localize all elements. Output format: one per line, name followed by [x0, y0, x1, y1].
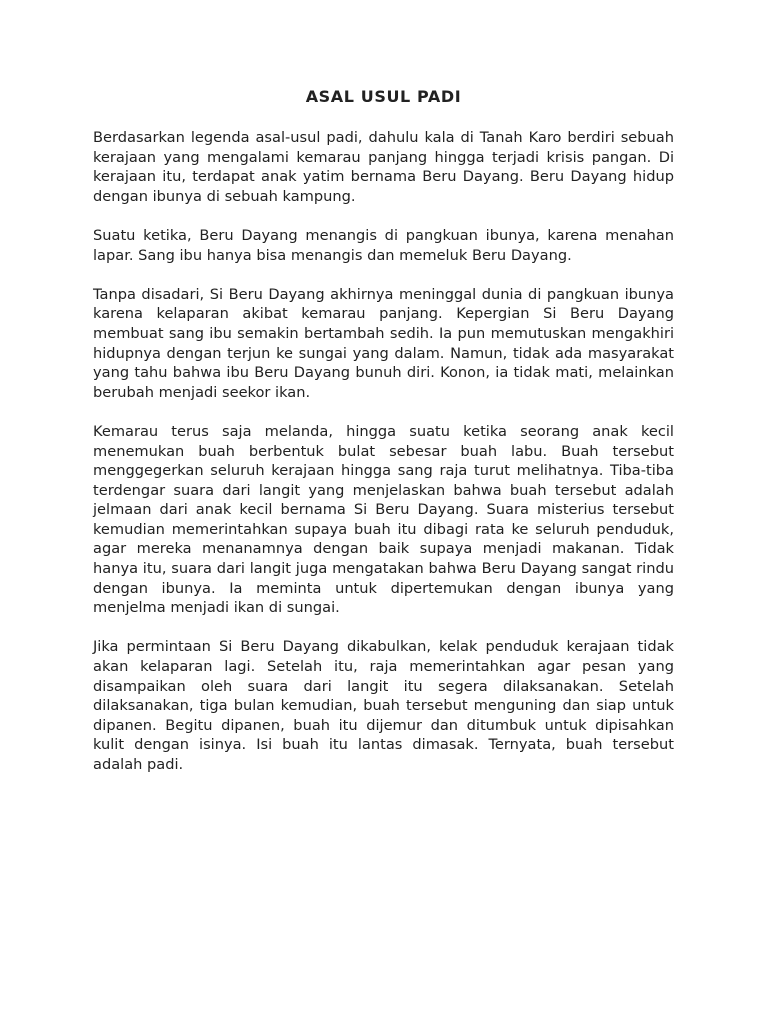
paragraph-2: Suatu ketika, Beru Dayang menangis di pangkuan ibunya, karena menahan lapar. Sang ibu hanya bisa menangis dan memeluk Beru Dayang.: [93, 226, 674, 264]
paragraph-5: Jika permintaan Si Beru Dayang dikabulkan, kelak penduduk kerajaan tidak akan kelaparan lagi. Setelah itu, raja memerintahkan agar pesan yang disampaikan oleh suara dari langit itu segera dilaksanakan. Setelah dilaksanakan, tiga bulan kemudian, buah tersebut menguning dan siap untuk dipanen. Begitu dipanen, buah itu dijemur dan ditumbuk untuk dipisahkan kulit dengan isinya. Isi buah itu lantas dimasak. Ternyata, buah tersebut adalah padi.: [93, 638, 674, 773]
document-title: ASAL USUL PADI: [305, 87, 462, 106]
paragraph-4: Kemarau terus saja melanda, hingga suatu ketika seorang anak kecil menemukan buah berbentuk bulat sebesar buah labu. Buah tersebut menggegerkan seluruh kerajaan hingga sang raja turut melihatnya. Tiba-tiba terdengar suara dari langit yang menjelaskan bahwa buah tersebut adalah jelmaan dari anak kecil bernama Si Beru Dayang. Suara misterius tersebut kemudian memerintahkan supaya buah itu dibagi rata ke seluruh penduduk, agar mereka menanamnya dengan baik supaya menjadi makanan. Tidak hanya itu, suara dari langit juga mengatakan bahwa Beru Dayang sangat rindu dengan ibunya. Ia meminta untuk dipertemukan dengan ibunya yang menjelma menjadi ikan di sungai.: [93, 422, 674, 617]
document-page: [93, 86, 674, 794]
paragraph-1: Berdasarkan legenda asal-usul padi, dahulu kala di Tanah Karo berdiri sebuah kerajaan yang mengalami kemarau panjang hingga terjadi krisis pangan. Di kerajaan itu, terdapat anak yatim bernama Beru Dayang. Beru Dayang hidup dengan ibunya di sebuah kampung.: [93, 129, 674, 205]
paragraph-3: Tanpa disadari, Si Beru Dayang akhirnya meninggal dunia di pangkuan ibunya karena kelaparan akibat kemarau panjang. Kepergian Si Beru Dayang membuat sang ibu semakin bertambah sedih. Ia pun memutuskan mengakhiri hidupnya dengan terjun ke sungai yang dalam. Namun, tidak ada masyarakat yang tahu bahwa ibu Beru Dayang bunuh diri. Konon, ia tidak mati, melainkan berubah menjadi seekor ikan.: [93, 285, 674, 401]
